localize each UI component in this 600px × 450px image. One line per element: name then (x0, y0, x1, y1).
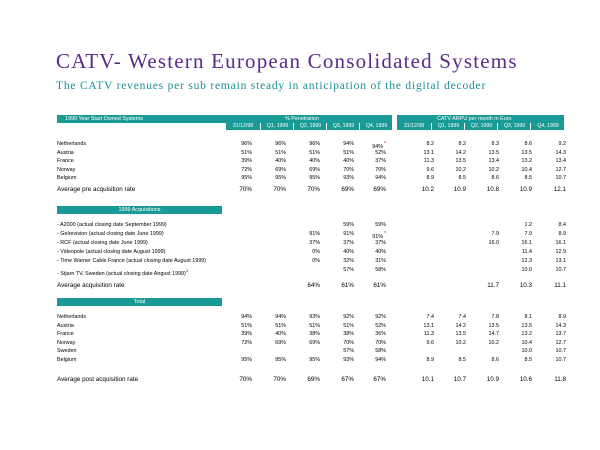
penetration-value: 72% (241, 166, 252, 173)
arpu-value: 8.1 (524, 314, 532, 320)
penetration-value: 0% (312, 258, 320, 264)
penetration-value: 91% (309, 231, 320, 237)
penetration-value: 64% (307, 282, 320, 289)
arpu-value: 12.7 (555, 166, 566, 173)
arpu-value: 14.3 (555, 322, 566, 329)
penetration-value: 40% (343, 249, 354, 255)
arpu-header-bar (397, 115, 564, 123)
penetration-value: 57% (343, 348, 354, 355)
average-pre-acquisition-row (57, 185, 567, 194)
penetration-value: 95% (241, 175, 252, 182)
penetration-value: 37% (375, 158, 386, 165)
penetration-value: 40% (375, 249, 386, 255)
arpu-value: 13.2 (521, 158, 532, 165)
arpu-value: 12.7 (555, 339, 566, 346)
penetration-value: 94%* (372, 141, 386, 150)
arpu-value: 7.4 (458, 314, 466, 320)
row-label: France (57, 158, 74, 165)
col-header: Q1, 1999 (431, 123, 465, 130)
penetration-value: 91% (343, 231, 354, 237)
penetration-value: 51% (241, 149, 252, 156)
arpu-value: 8.6 (491, 357, 499, 363)
arpu-value: 8.9 (558, 314, 566, 320)
arpu-value: 13.5 (455, 158, 466, 165)
arpu-value: 11.4 (521, 249, 532, 255)
arpu-value: 10.2 (421, 186, 434, 193)
penetration-value: 32% (343, 258, 354, 264)
arpu-value: 9.6 (426, 166, 434, 173)
arpu-value: 13.4 (488, 158, 499, 165)
arpu-value: 13.1 (555, 258, 566, 264)
arpu-value: 11.7 (487, 282, 499, 289)
penetration-value: 95% (275, 175, 286, 182)
penetration-value: 95% (309, 357, 320, 363)
penetration-value: 40% (309, 158, 320, 165)
row-label: Norway (57, 166, 76, 173)
page-subtitle: The CATV revenues per sub remain steady in anticipation of the digital decoder (56, 80, 487, 92)
arpu-value: 7.8 (491, 314, 499, 320)
col-header: Q4, 1999 (530, 123, 565, 130)
penetration-value: 51% (309, 322, 320, 329)
penetration-value: 51% (241, 322, 252, 329)
penetration-value: 37% (343, 240, 354, 246)
penetration-value: 69% (275, 339, 286, 346)
table-row (57, 221, 567, 230)
penetration-value: 58% (375, 348, 386, 355)
arpu-value: 10.1 (421, 376, 434, 383)
row-label: Austria (57, 149, 74, 156)
col-header: Q3, 1999 (497, 123, 531, 130)
arpu-value: 10.9 (453, 186, 466, 193)
arpu-value: 12.3 (521, 258, 532, 264)
penetration-value: 69% (373, 186, 386, 193)
arpu-value: 8.6 (491, 175, 499, 182)
section-header-year-start (57, 115, 392, 123)
row-label: Average acquisition rate (57, 282, 125, 289)
penetration-value: 0% (312, 249, 320, 255)
penetration-value: 69% (309, 339, 320, 346)
col-header: Q4, 1999 (359, 123, 393, 130)
arpu-value: 8.5 (458, 357, 466, 363)
penetration-value: 38% (309, 331, 320, 338)
penetration-value: 40% (275, 331, 286, 338)
average-acquisition-row (57, 281, 567, 290)
arpu-value: 8.6 (524, 141, 532, 147)
arpu-value: 10.3 (519, 282, 532, 289)
penetration-value: 52% (375, 322, 386, 329)
penetration-value: 51% (309, 149, 320, 156)
penetration-value: 51% (343, 322, 354, 329)
arpu-value: 12.9 (555, 249, 566, 255)
penetration-value: 72% (241, 339, 252, 346)
table-row (57, 266, 567, 275)
arpu-value: 13.5 (488, 149, 499, 156)
col-header: 31/12/98 (232, 123, 254, 129)
arpu-value: 8.9 (558, 231, 566, 237)
row-label: Austria (57, 322, 74, 329)
row-label: Netherlands (57, 314, 87, 320)
table-row (57, 239, 567, 248)
row-label: Average pre acquisition rate (57, 186, 136, 193)
table-row (57, 174, 567, 183)
arpu-value: 8.5 (458, 175, 466, 182)
penetration-value: 39% (241, 331, 252, 338)
penetration-value: 69% (275, 166, 286, 173)
penetration-value: 40% (275, 158, 286, 165)
penetration-value: 61% (373, 282, 386, 289)
row-label: Average post acquisition rate (57, 376, 139, 383)
penetration-header: % Penetration (285, 116, 319, 122)
arpu-value: 14.3 (555, 149, 566, 156)
row-label: Norway (57, 339, 76, 346)
arpu-value: 10.7 (453, 376, 466, 383)
arpu-value: 13.2 (521, 331, 532, 338)
penetration-value: 69% (341, 186, 354, 193)
arpu-value: 8.2 (458, 141, 466, 147)
penetration-value: 37% (309, 240, 320, 246)
penetration-value: 70% (307, 186, 320, 193)
page-title: CATV- Western European Consolidated Systems (56, 49, 518, 73)
penetration-value: 40% (343, 158, 354, 165)
arpu-value: 8.3 (491, 141, 499, 147)
col-header: Q2, 1999 (293, 123, 327, 130)
row-label: Sweden (57, 348, 77, 355)
row-label: - RCF (actual closing date June 1999) (57, 240, 148, 246)
penetration-value: 70% (273, 186, 286, 193)
arpu-value: 10.2 (455, 166, 466, 173)
penetration-value: 67% (373, 376, 386, 383)
arpu-value: 13.4 (555, 158, 566, 165)
arpu-value: 13.1 (423, 149, 434, 156)
section-header-total (57, 298, 222, 306)
section-header-total-label: Total (133, 299, 146, 305)
penetration-value: 70% (239, 376, 252, 383)
arpu-value: 8.4 (558, 222, 566, 228)
penetration-value: 95% (309, 175, 320, 182)
penetration-value: 93% (343, 357, 354, 363)
section-header-acquisitions-label: 1999 Acquisitions (118, 207, 161, 213)
penetration-value: 36% (375, 331, 386, 338)
arpu-value: 10.7 (555, 175, 566, 182)
arpu-value: 11.8 (554, 376, 566, 383)
table-row (57, 356, 567, 365)
arpu-value: 14.2 (455, 149, 466, 156)
arpu-value: 10.0 (521, 267, 532, 273)
penetration-value: 37% (375, 240, 386, 246)
penetration-value: 70% (239, 186, 252, 193)
penetration-value: 31% (375, 258, 386, 264)
penetration-value: 96% (309, 141, 320, 147)
arpu-value: 16.1 (521, 240, 532, 246)
arpu-value: 10.2 (455, 339, 466, 346)
row-label: - A2000 (actual closing date September 1999) (57, 222, 167, 228)
arpu-value: 10.8 (486, 186, 499, 193)
penetration-value: 93% (309, 314, 320, 320)
penetration-value: 39% (241, 158, 252, 165)
arpu-value: 13.1 (423, 322, 434, 329)
row-label: - Videopole (actual closing date August 1999) (57, 249, 166, 255)
table-row (57, 230, 567, 239)
penetration-value: 57% (343, 267, 354, 273)
penetration-value: 59% (375, 222, 386, 228)
row-label: France (57, 331, 74, 338)
arpu-value: 10.2 (488, 166, 499, 173)
arpu-value: 1.2 (524, 222, 532, 228)
arpu-value: 7.9 (491, 231, 499, 237)
penetration-value: 58% (375, 267, 386, 273)
penetration-value: 51% (275, 322, 286, 329)
arpu-value: 10.7 (555, 348, 566, 355)
arpu-value: 10.4 (521, 339, 532, 346)
row-label: Belgium (57, 175, 77, 182)
arpu-value: 8.9 (426, 175, 434, 182)
arpu-value: 13.5 (521, 322, 532, 329)
penetration-value: 69% (309, 166, 320, 173)
arpu-value: 10.0 (521, 348, 532, 355)
arpu-value: 8.2 (426, 141, 434, 147)
arpu-value: 10.4 (521, 166, 532, 173)
penetration-value: 94% (241, 314, 252, 320)
arpu-col-headers (397, 123, 564, 130)
arpu-value: 11.3 (423, 331, 434, 338)
penetration-value: 94% (275, 314, 286, 320)
arpu-value: 14.2 (455, 322, 466, 329)
arpu-value: 10.2 (488, 339, 499, 346)
arpu-value: 7.9 (524, 231, 532, 237)
penetration-value: 70% (343, 339, 354, 346)
penetration-value: 38% (343, 331, 354, 338)
arpu-value: 10.6 (519, 376, 532, 383)
penetration-value: 96% (241, 141, 252, 147)
penetration-value: 95% (275, 357, 286, 363)
penetration-col-headers (226, 123, 392, 130)
arpu-value: 10.7 (555, 357, 566, 363)
penetration-value: 70% (375, 166, 386, 173)
penetration-value: 69% (307, 376, 320, 383)
penetration-value: 67% (341, 376, 354, 383)
arpu-value: 8.5 (524, 175, 532, 182)
arpu-value: 11.1 (554, 282, 566, 289)
arpu-value: 13.7 (555, 331, 566, 338)
row-label: - Gelrevision (actual closing date June 1999) (57, 231, 164, 237)
arpu-value: 7.4 (426, 314, 434, 320)
arpu-value: 12.1 (553, 186, 566, 193)
penetration-value: 95% (241, 357, 252, 363)
penetration-value: 70% (273, 376, 286, 383)
table-row (57, 248, 567, 257)
arpu-value: 8.5 (524, 357, 532, 363)
penetration-value: 94% (375, 357, 386, 363)
table-row (57, 257, 567, 266)
arpu-value: 14.7 (488, 331, 499, 338)
col-header: Q3, 1999 (326, 123, 360, 130)
penetration-value: 51% (343, 149, 354, 156)
arpu-value: 9.2 (558, 141, 566, 147)
penetration-value: 96% (275, 141, 286, 147)
penetration-value: 92% (375, 314, 386, 320)
arpu-value: 10.9 (486, 376, 499, 383)
penetration-value: 70% (343, 166, 354, 173)
row-label: - Time Warner Cable France (actual closing date August 1999) (57, 258, 207, 264)
footnote-star-icon: * (384, 231, 386, 237)
row-label: Belgium (57, 357, 77, 363)
penetration-value: 92% (343, 314, 354, 320)
arpu-header: CATV ARPU per month in Euro (437, 116, 512, 122)
arpu-value: 10.9 (519, 186, 532, 193)
penetration-value: 94% (375, 175, 386, 182)
footnote-star-icon: * (384, 141, 386, 147)
arpu-value: 11.3 (423, 158, 434, 165)
average-post-acquisition-row (57, 375, 567, 384)
arpu-value: 13.5 (521, 149, 532, 156)
section-header-acquisitions (57, 206, 222, 214)
row-label: - Stjarn TV, Sweden (actual closing date Angust 1999)$^1$ (57, 268, 189, 277)
penetration-value: 59% (343, 222, 354, 228)
arpu-value: 13.5 (455, 331, 466, 338)
penetration-value: 94% (343, 141, 354, 147)
row-label: Netherlands (57, 141, 87, 147)
section-header-year-start-label: 1999 Year Start Owned Systems (65, 116, 143, 122)
col-header: Q1, 1999 (260, 123, 294, 130)
arpu-value: 9.6 (426, 339, 434, 346)
col-header: Q2, 1999 (464, 123, 498, 130)
penetration-value: 52% (375, 149, 386, 156)
arpu-value: 16.1 (555, 240, 566, 246)
arpu-value: 13.5 (488, 322, 499, 329)
col-header: 31/12/98 (403, 123, 425, 129)
arpu-value: 10.7 (555, 267, 566, 273)
penetration-value: 70% (375, 339, 386, 346)
penetration-value: 51% (275, 149, 286, 156)
arpu-value: 16.0 (488, 240, 499, 246)
arpu-value: 8.9 (426, 357, 434, 363)
penetration-value: 91%* (372, 231, 386, 240)
penetration-value: 61% (341, 282, 354, 289)
penetration-value: 93% (343, 175, 354, 182)
